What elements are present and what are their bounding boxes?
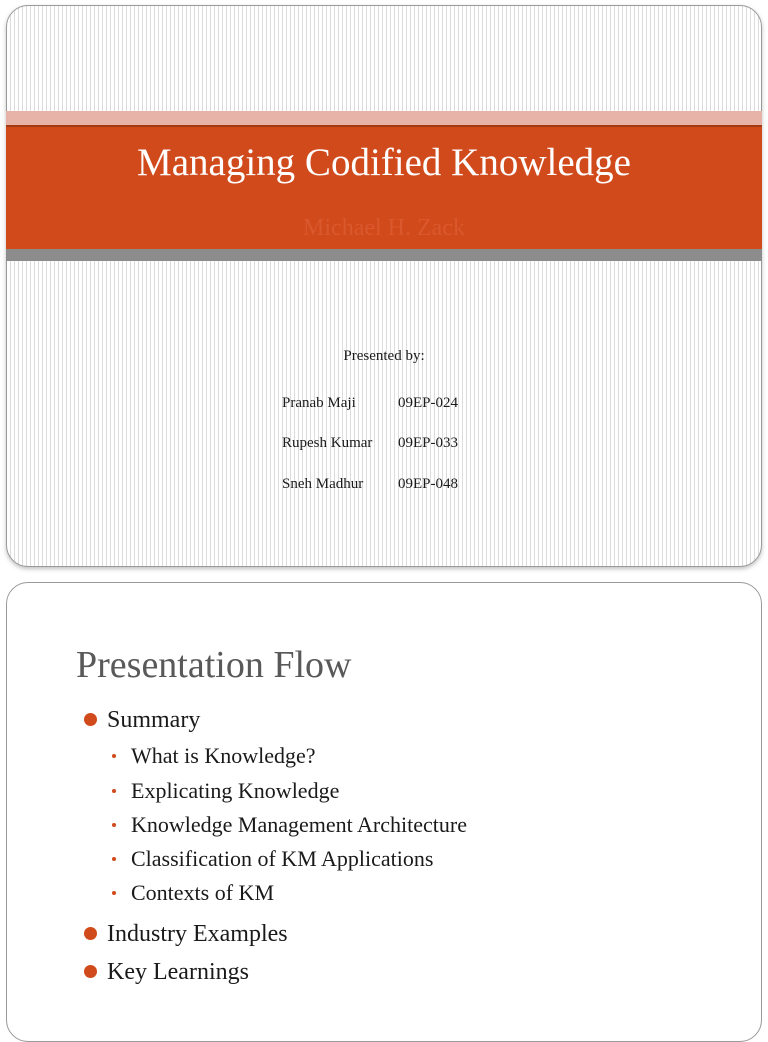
sub-bullet-label: Classification of KM Applications bbox=[131, 846, 434, 871]
sub-bullet-label: What is Knowledge? bbox=[131, 743, 316, 768]
sub-bullet-dot-icon bbox=[112, 823, 116, 827]
bullet-dot-icon bbox=[84, 713, 97, 726]
slide-subtitle: Michael H. Zack bbox=[303, 215, 465, 241]
presenter-name: Sneh Madhur bbox=[282, 476, 364, 492]
title-slide bbox=[6, 5, 762, 567]
presenter-id: 09EP-048 bbox=[398, 476, 458, 492]
sub-bullet-label: Contexts of KM bbox=[131, 880, 274, 905]
sub-bullet-dot-icon bbox=[112, 754, 116, 758]
sub-bullet-label: Explicating Knowledge bbox=[131, 778, 340, 803]
sub-bullet-dot-icon bbox=[112, 891, 116, 895]
bullet-dot-icon bbox=[84, 927, 97, 940]
presenter-name: Pranab Maji bbox=[282, 395, 356, 411]
bullet-label: Industry Examples bbox=[107, 921, 288, 947]
content-slide-title: Presentation Flow bbox=[76, 644, 352, 686]
presenter-id: 09EP-024 bbox=[398, 395, 458, 411]
presenter-id: 09EP-033 bbox=[398, 435, 458, 451]
presenter-name: Rupesh Kumar bbox=[282, 435, 373, 451]
presented-by-label: Presented by: bbox=[343, 348, 425, 364]
title-band-gray bbox=[6, 249, 762, 261]
bullet-label: Key Learnings bbox=[107, 959, 249, 985]
sub-bullet-label: Knowledge Management Architecture bbox=[131, 812, 467, 837]
title-band-light bbox=[6, 111, 762, 125]
sub-bullet-dot-icon bbox=[112, 857, 116, 861]
slide-title: Managing Codified Knowledge bbox=[137, 141, 631, 184]
bullet-dot-icon bbox=[84, 965, 97, 978]
sub-bullet-dot-icon bbox=[112, 789, 116, 793]
bullet-label: Summary bbox=[107, 707, 201, 733]
